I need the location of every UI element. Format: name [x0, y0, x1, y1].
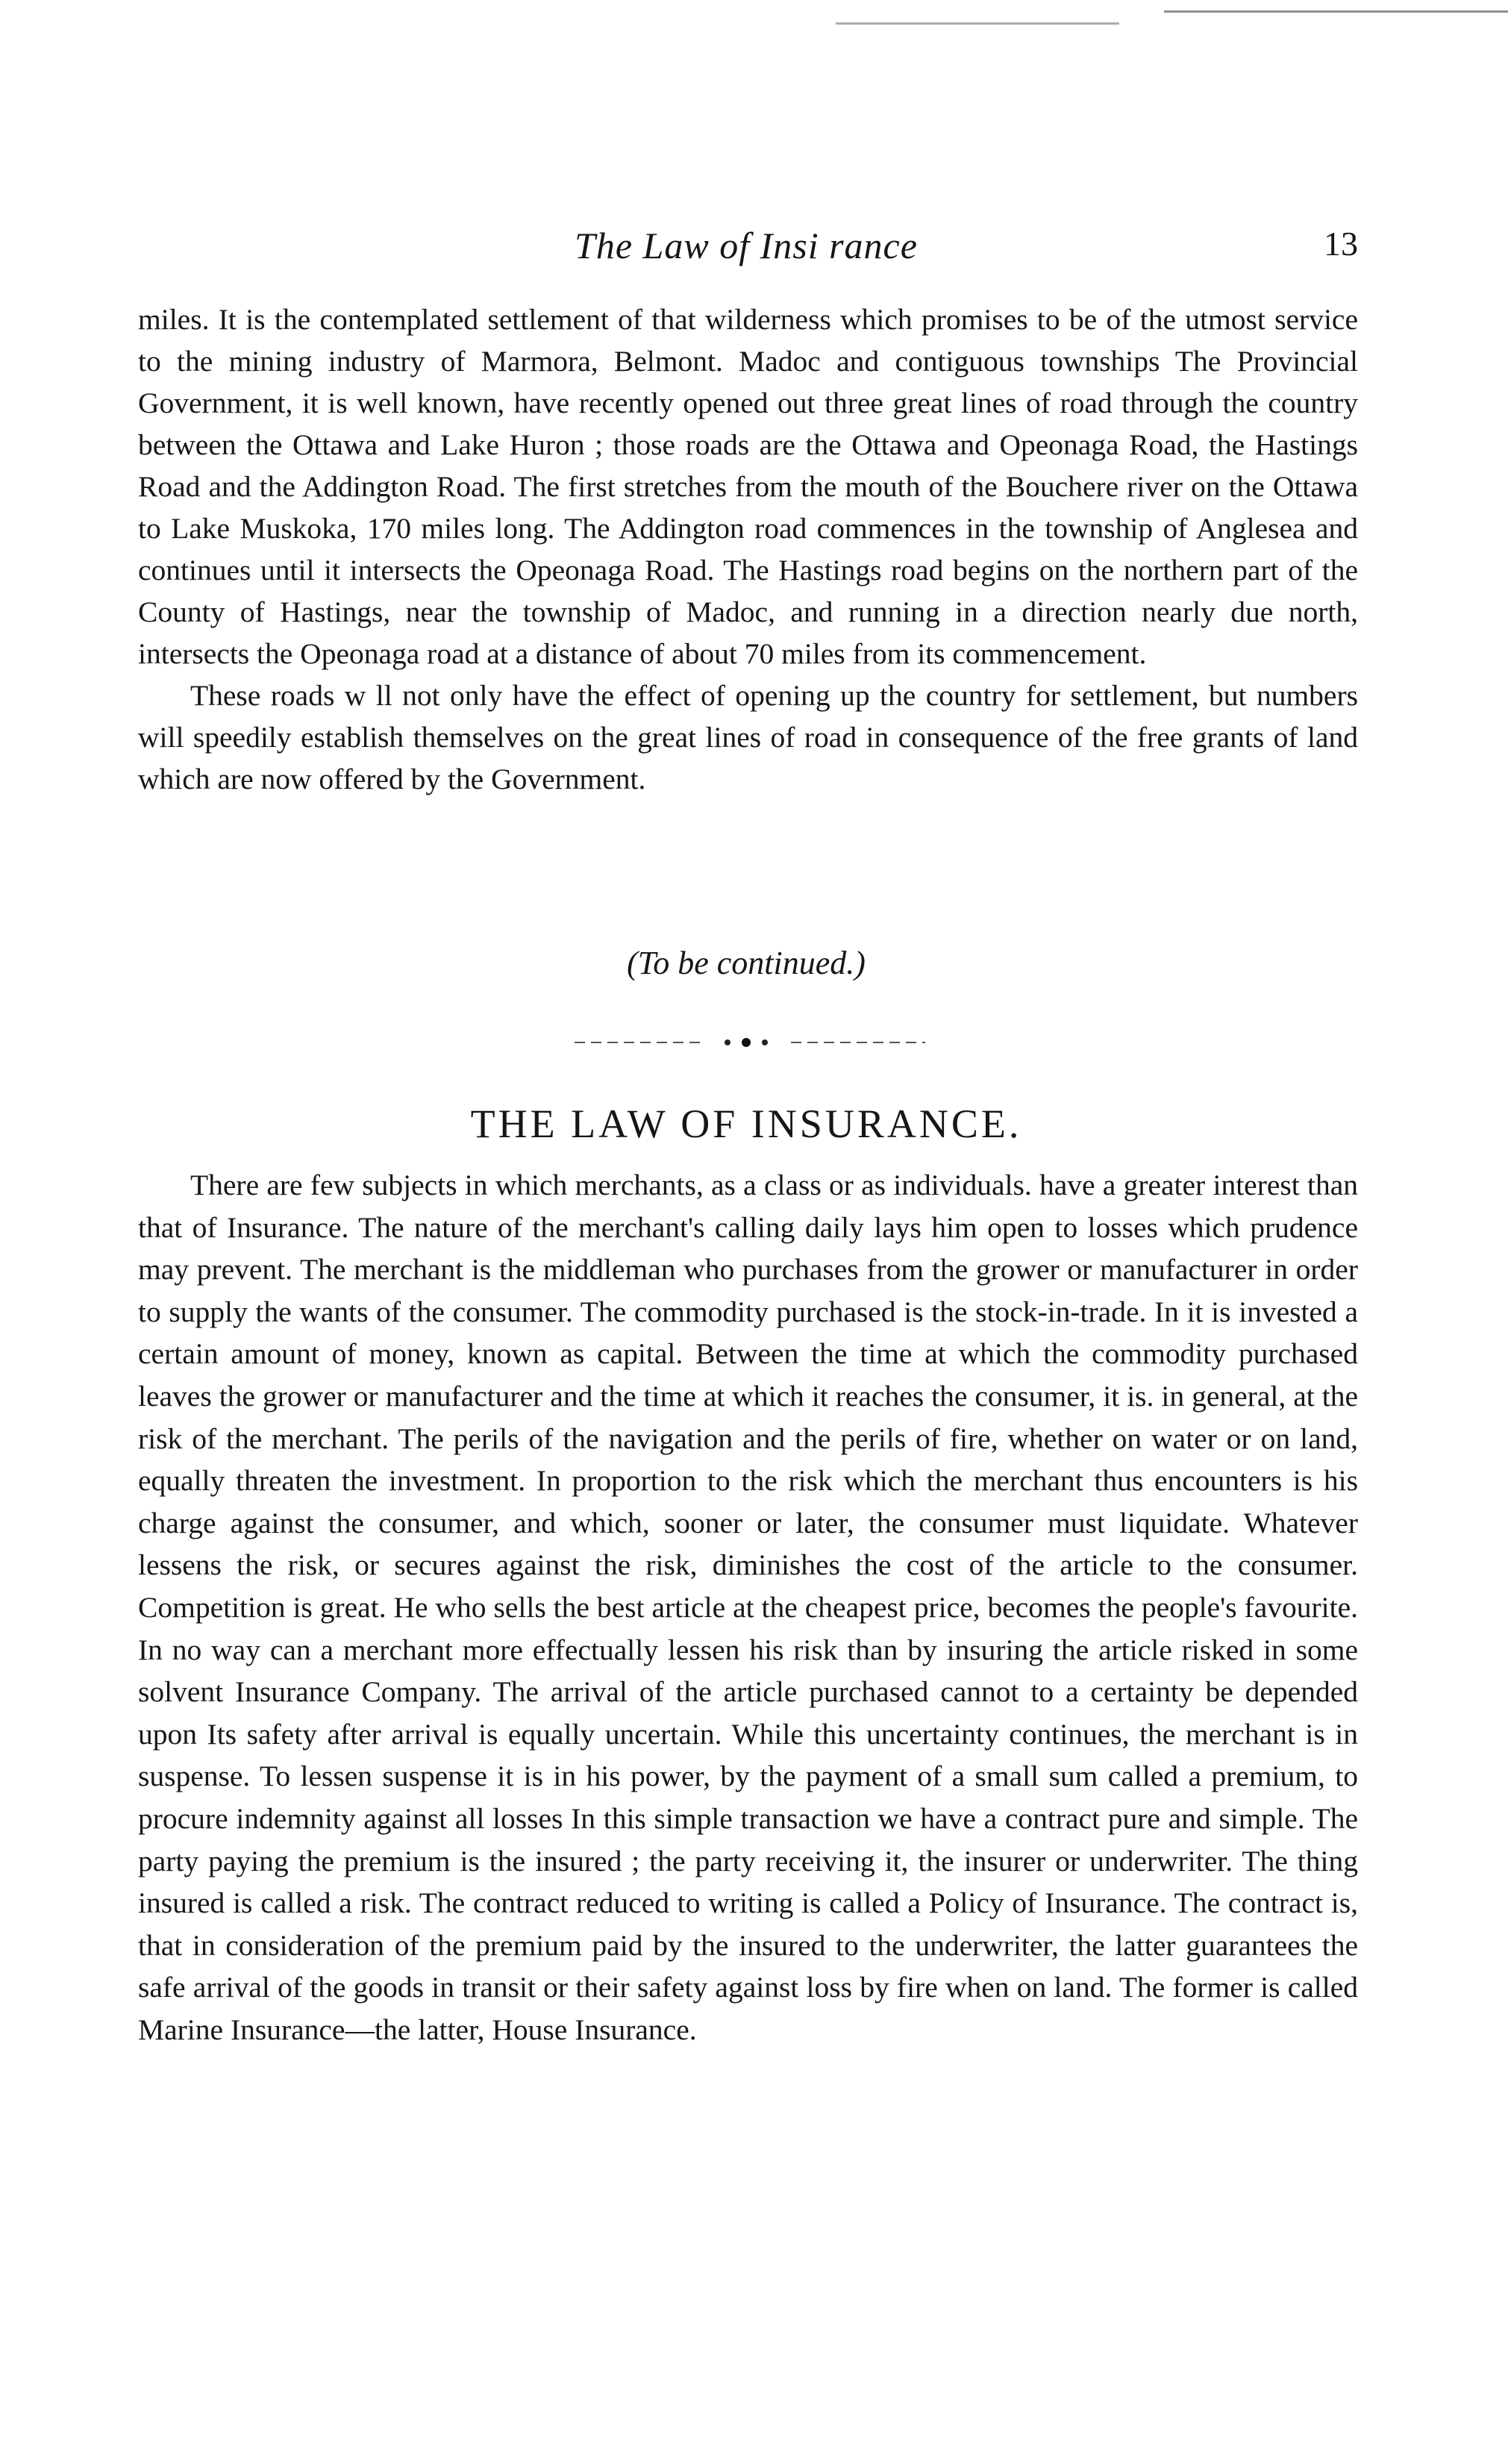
running-title: The Law of Insi rance: [575, 225, 918, 266]
to-be-continued-note: (To be continued.): [627, 945, 866, 981]
article-heading: THE LAW OF INSURANCE.: [470, 1101, 1022, 1146]
continued-article: [138, 298, 1358, 800]
continued-paragraph: miles. It is the contemplated settlement of that wilderness which promises to be of the utmost service to the mining industry of Marmora, Belmont. Madoc and contiguous townships The Provincial Government, it is well known, have recently opened out three great lines of road through the country between the Ottawa and Lake Huron ; those roads are the Ottawa and Opeonaga Road, the Hastings Road and the Addington Road. The first stretches from the mouth of the Bouchere river on the Ottawa to Lake Muskoka, 170 miles long. The Addington road commences in the township of Anglesea and continues until it intersects the Opeonaga Road. The Hastings road begins on the northern part of the County of Hastings, near the township of Madoc, and running in a direction nearly due north, intersects the Opeonaga road at a distance of about 70 miles from its commencement.: [138, 303, 1358, 670]
article-paragraph: There are few subjects in which merchants, as a class or as individuals. have a greater interest than that of Insurance. The nature of the merchant's calling daily lays him open to losses which prudence may prevent. The merchant is the middleman who purchases from the grower or manufacturer in order to supply the wants of the consumer. The commodity purchased is the stock-in-trade. In it is invested a certain amount of money, known as capital. Between the time at which the commodity purchased leaves the grower or manufacturer and the time at which it reaches the consumer, it is. in general, at the risk of the merchant. The perils of the navigation and the perils of fire, whether on water or on land, equally threaten the investment. In proportion to the risk which the merchant thus encounters is his charge against the consumer, and which, sooner or later, the consumer must liquidate. Whatever lessens the risk, or secures against the risk, diminishes the cost of the article to the consumer. Competition is great. He who sells the best article at the cheapest price, becomes the people's favourite. In no way can a merchant more effectually lessen his risk than by insuring the article risked in some solvent Insurance Company. The arrival of the article purchased cannot to a certainty be depended upon Its safety after arrival is equally uncertain. While this uncertainty continues, the merchant is in suspense. To lessen suspense it is in his power, by the payment of a small sum called a premium, to procure indemnity against all losses In this simple transaction we have a contract pure and simple. The party paying the premium is the insured ; the party receiving it, the insurer or underwriter. The thing insured is called a risk. The contract reduced to writing is called a Policy of Insurance. The contract is, that in consideration of the premium paid by the insured to the underwriter, the latter guarantees the safe arrival of the goods in transit or their safety against loss by fire when on land. The former is called Marine Insurance—the latter, House Insurance.: [138, 1169, 1358, 2046]
scan-edge-mark: [836, 22, 1119, 25]
page-number: 13: [1324, 225, 1358, 263]
insurance-article: [138, 1164, 1358, 2051]
continued-paragraph: These roads w ll not only have the effect of opening up the country for settlement, but numbers will speedily establish themselves on the great lines of road in consequence of the free grants of land which are now offered by the Government.: [138, 679, 1358, 795]
page-header: [134, 224, 1358, 284]
scan-edge-mark: [1164, 10, 1508, 13]
section-divider-ornament: [567, 1034, 940, 1051]
